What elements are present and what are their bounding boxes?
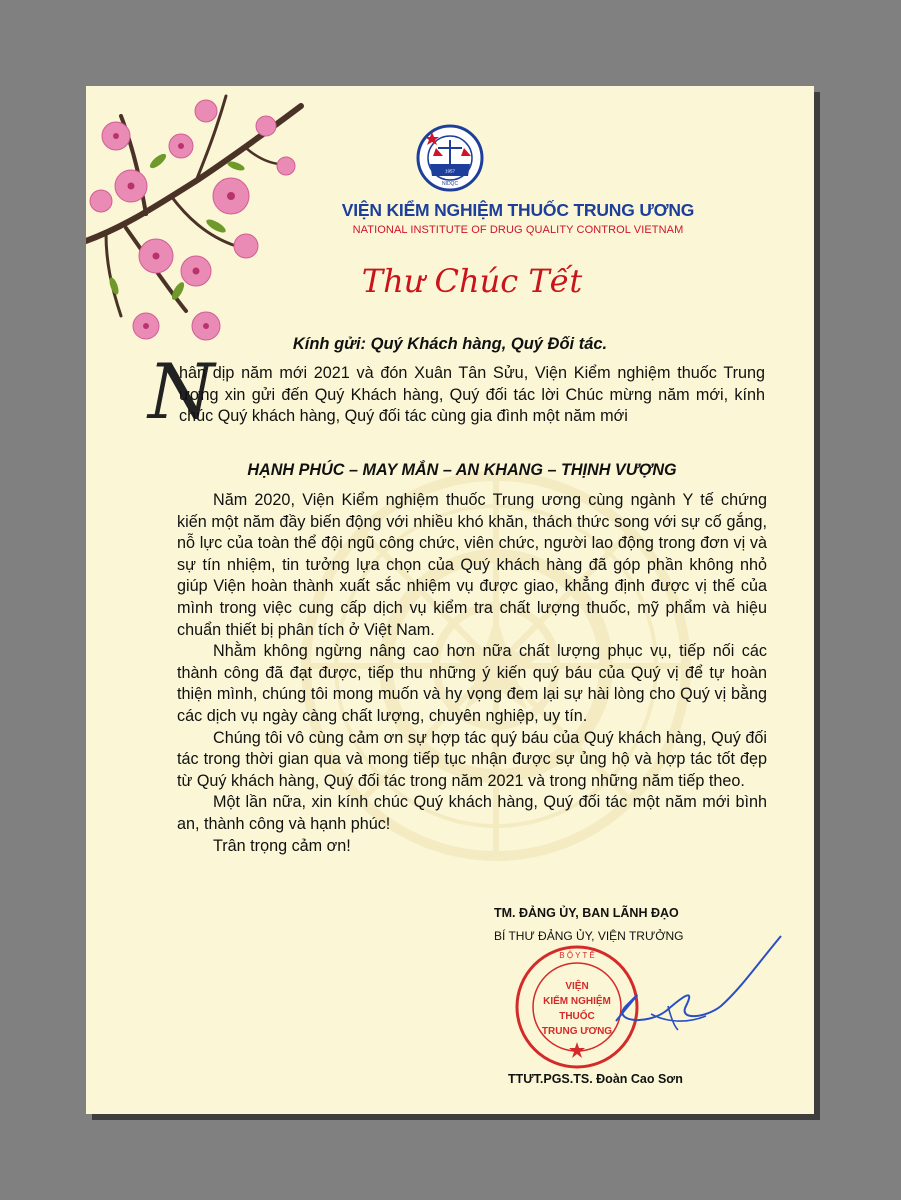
stamp-line: THUỐC <box>559 1011 595 1022</box>
body-paragraph: Năm 2020, Viện Kiểm nghiệm thuốc Trung ương cùng ngành Y tế chứng kiến một năm đầy biến động với nhiều khó khăn, thách thức song với sự cố gắng, nỗ lực của toàn thể đội ngũ công chức, viên chức, người lao động trong đơn vị và sự tín nhiệm, tin tưởng lựa chọn của Quý khách hàng đã góp phần không nhỏ giúp Viện hoàn thành xuất sắc nhiệm vụ được giao, khẳng định được vị thế của mình trong việc cung cấp dịch vụ kiểm tra chất lượng thuốc, mỹ phẩm và hiệu chuẩn thiết bị phân tích ở Việt Nam. <box>177 491 767 639</box>
stamp-line: VIỆN <box>565 981 589 992</box>
handwritten-signature <box>556 926 786 1046</box>
signatory-title: TM. ĐẢNG ỦY, BAN LÃNH ĐẠO <box>494 906 679 920</box>
greeting-letter <box>86 86 814 1114</box>
salutation: Kính gửi: Quý Khách hàng, Quý Đối tác. <box>292 335 608 353</box>
letter-body <box>177 490 767 857</box>
intro-paragraph: hân dịp năm mới 2021 và đón Xuân Tân Sửu, Viện Kiểm nghiệm thuốc Trung ương xin gửi đến Quý Khách hàng, Quý đối tác lời Chúc mừng năm mới, kính chúc Quý khách hàng, Quý đối tác cùng gia đình một năm mới <box>179 364 765 425</box>
new-year-slogan: HẠNH PHÚC – MAY MẮN – AN KHANG – THỊNH VƯỢNG <box>247 461 677 479</box>
letter-title: Thư Chúc Tết <box>361 262 583 300</box>
institute-name-en: NATIONAL INSTITUTE OF DRUG QUALITY CONTROL VIETNAM <box>352 224 684 236</box>
institute-name-vn: VIỆN KIỂM NGHIỆM THUỐC TRUNG ƯƠNG <box>341 200 695 220</box>
cherry-blossom-decoration <box>86 86 316 356</box>
body-paragraph: Một lần nữa, xin kính chúc Quý khách hàng, Quý đối tác một năm mới bình an, thành công và hạnh phúc! <box>177 793 767 833</box>
body-paragraph: Nhằm không ngừng nâng cao hơn nữa chất lượng phục vụ, tiếp nối các thành công đã đạt được, tiếp thu những ý kiến quý báu của Quý vị để tự hoàn thiện mình, chúng tôi mong muốn và hy vọng đem lại sự hài lòng cho Quý vị bằng các dịch vụ ngày càng chất lượng, chuyên nghiệp, uy tín. <box>177 642 767 725</box>
stamp-line: TRUNG ƯƠNG <box>541 1026 613 1037</box>
stamp-ring-text: B Ộ Y T Ế <box>559 951 595 960</box>
signatory-name: TTƯT.PGS.TS. Đoàn Cao Sơn <box>508 1072 683 1086</box>
body-paragraph: Chúng tôi vô cùng cảm ơn sự hợp tác quý báu của Quý khách hàng, Quý đối tác trong thời gian qua và mong tiếp tục nhận được sự ủng hộ và hợp tác tốt đẹp từ Quý khách hàng, Quý đối tác trong năm 2021 và trong những năm tiếp theo. <box>177 728 767 790</box>
logo-abbr: NIDQC <box>441 181 459 187</box>
drop-cap: N <box>148 347 215 436</box>
signatory-subtitle: BÍ THƯ ĐẢNG ỦY, VIỆN TRƯỞNG <box>494 929 684 943</box>
closing-line: Trân trọng cảm ơn! <box>213 836 351 855</box>
institute-logo <box>416 124 484 192</box>
logo-year: 1957 <box>444 168 456 174</box>
stamp-line: KIỂM NGHIỆM <box>543 996 611 1007</box>
